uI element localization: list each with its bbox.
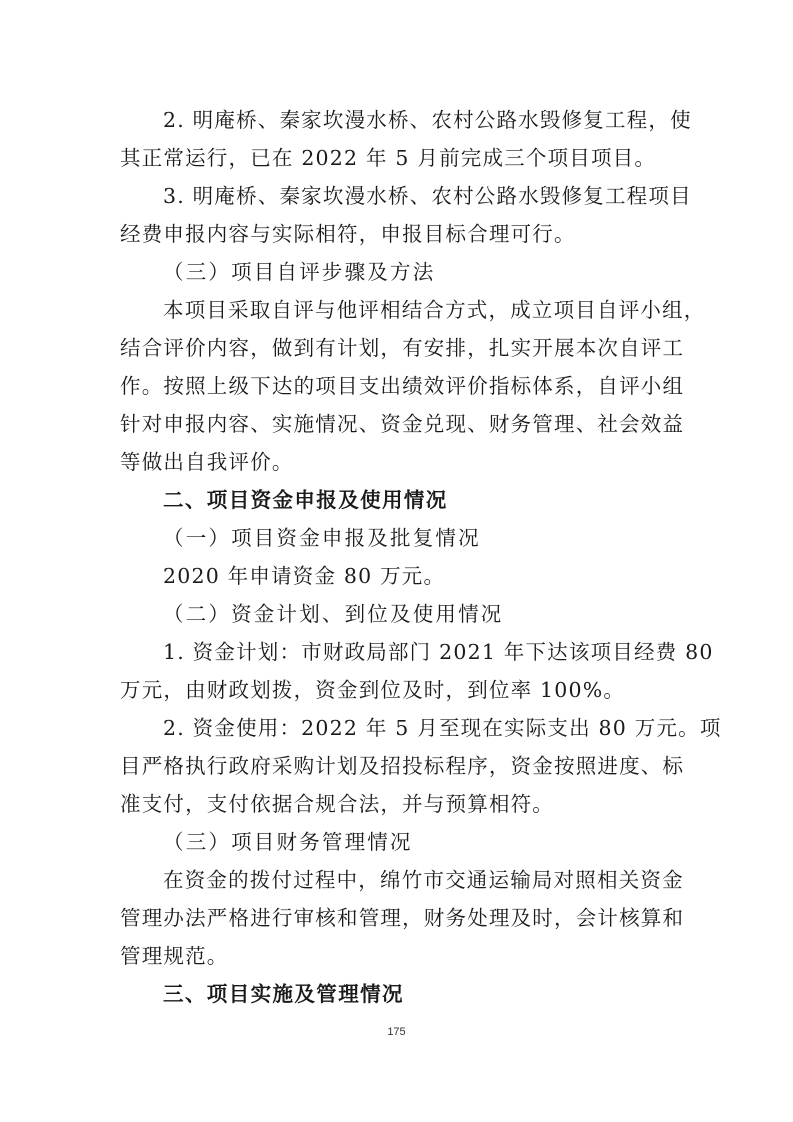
section-heading: 二、项目资金申报及使用情况 (163, 488, 448, 512)
subheading: （一）项目资金申报及批复情况 (163, 526, 481, 550)
paragraph-line: 2020 年申请资金 80 万元。 (163, 564, 446, 588)
page-number: 175 (387, 1026, 406, 1038)
paragraph-line: 3. 明庵桥、秦家坎漫水桥、农村公路水毁修复工程项目 (163, 184, 692, 208)
paragraph-line: 作。按照上级下达的项目支出绩效评价指标体系，自评小组 (120, 374, 685, 398)
subheading: （三）项目自评步骤及方法 (163, 260, 436, 284)
subheading: （三）项目财务管理情况 (163, 830, 413, 854)
paragraph-line: 经费申报内容与实际相符，申报目标合理可行。 (120, 222, 576, 246)
paragraph-line: 1. 资金计划：市财政局部门 2021 年下达该项目经费 80 (163, 640, 714, 664)
paragraph-line: 在资金的拨付过程中，绵竹市交通运输局对照相关资金 (163, 868, 684, 892)
paragraph-line: 管理办法严格进行审核和管理，财务处理及时，会计核算和 (120, 906, 685, 930)
paragraph-line: 结合评价内容，做到有计划，有安排，扎实开展本次自评工 (120, 336, 685, 360)
paragraph-line: 2. 明庵桥、秦家坎漫水桥、农村公路水毁修复工程，使 (163, 108, 692, 132)
paragraph-line: 本项目采取自评与他评相结合方式，成立项目自评小组， (163, 298, 706, 322)
paragraph-line: 其正常运行，已在 2022 年 5 月前完成三个项目项目。 (120, 146, 657, 170)
paragraph-line: 管理规范。 (120, 944, 229, 968)
paragraph-line: 等做出自我评价。 (120, 450, 294, 474)
paragraph-line: 万元，由财政划拨，资金到位及时，到位率 100%。 (120, 678, 626, 702)
paragraph-line: 准支付，支付依据合规合法，并与预算相符。 (120, 792, 554, 816)
paragraph-line: 针对申报内容、实施情况、资金兑现、财务管理、社会效益 (120, 412, 685, 436)
paragraph-line: 目严格执行政府采购计划及招投标程序，资金按照进度、标 (120, 754, 685, 778)
paragraph-line: 2. 资金使用：2022 年 5 月至现在实际支出 80 万元。项 (163, 716, 722, 740)
subheading: （二）资金计划、到位及使用情况 (163, 602, 504, 626)
section-heading: 三、项目实施及管理情况 (163, 982, 404, 1006)
